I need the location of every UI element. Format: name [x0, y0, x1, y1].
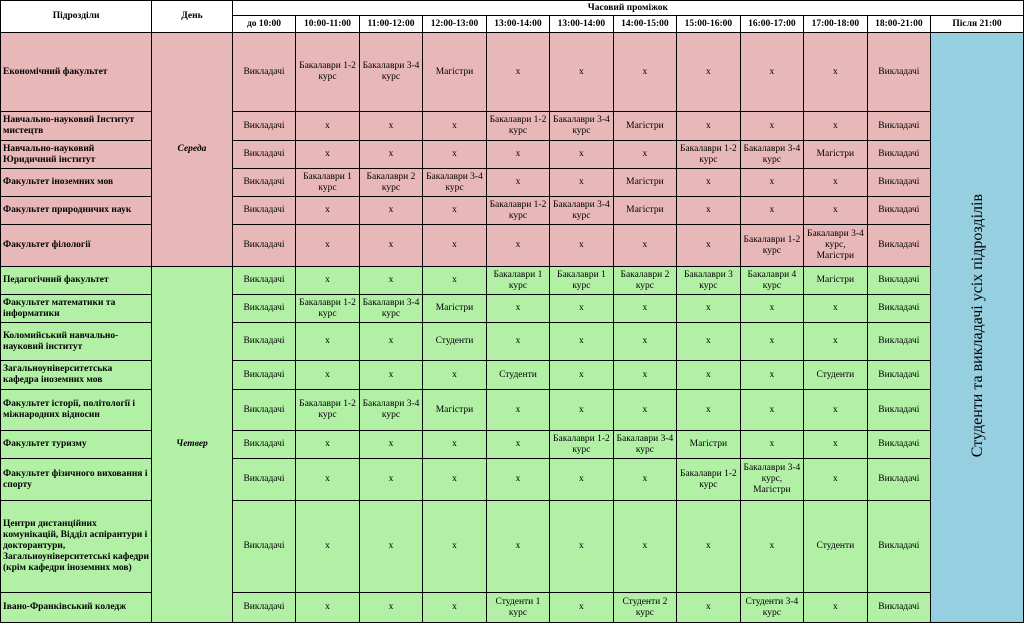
- schedule-cell: х: [423, 225, 486, 267]
- schedule-cell: х: [486, 501, 549, 593]
- schedule-cell: х: [486, 459, 549, 501]
- schedule-cell: Викладачі: [232, 197, 295, 225]
- schedule-cell: Бакалаври 3-4 курс: [359, 33, 422, 112]
- time-slot-header: 15:00-16:00: [677, 16, 740, 33]
- schedule-cell: Викладачі: [867, 141, 930, 169]
- schedule-cell: х: [804, 169, 867, 197]
- schedule-cell: х: [359, 431, 422, 459]
- schedule-cell: Викладачі: [867, 390, 930, 431]
- schedule-cell: х: [740, 33, 803, 112]
- schedule-cell: х: [740, 197, 803, 225]
- schedule-cell: Викладачі: [867, 197, 930, 225]
- schedule-cell: х: [550, 33, 613, 112]
- schedule-cell: Бакалаври 3-4 курс, Магістри: [804, 225, 867, 267]
- department-name: Факультет філології: [1, 225, 152, 267]
- schedule-cell: Студенти: [804, 501, 867, 593]
- schedule-cell: х: [486, 33, 549, 112]
- schedule-cell: Бакалаври 3-4 курс: [359, 295, 422, 323]
- department-name: Факультет історії, політології і міжнародних відносин: [1, 390, 152, 431]
- schedule-cell: х: [740, 501, 803, 593]
- schedule-cell: Студенти: [804, 361, 867, 390]
- schedule-cell: Бакалаври 1-2 курс: [677, 141, 740, 169]
- schedule-cell: х: [550, 593, 613, 623]
- schedule-cell: х: [423, 267, 486, 295]
- time-slot-header: 10:00-11:00: [296, 16, 359, 33]
- schedule-cell: х: [423, 112, 486, 141]
- schedule-cell: х: [677, 295, 740, 323]
- time-slot-header: 11:00-12:00: [359, 16, 422, 33]
- after-21-label: Студенти та викладачі усіх підрозділів: [968, 193, 986, 458]
- departments-header: Підрозділи: [1, 1, 152, 33]
- schedule-cell: Бакалаври 2 курс: [359, 169, 422, 197]
- schedule-cell: х: [486, 431, 549, 459]
- schedule-cell: х: [804, 33, 867, 112]
- schedule-cell: Викладачі: [867, 459, 930, 501]
- schedule-cell: Бакалаври 1-2 курс: [296, 33, 359, 112]
- schedule-cell: х: [677, 390, 740, 431]
- schedule-cell: х: [359, 225, 422, 267]
- schedule-cell: х: [677, 593, 740, 623]
- schedule-cell: Викладачі: [232, 225, 295, 267]
- schedule-cell: х: [359, 501, 422, 593]
- schedule-cell: х: [486, 390, 549, 431]
- table-row: [1, 33, 1024, 112]
- schedule-cell: Бакалаври 1-2 курс: [550, 431, 613, 459]
- department-name: Загальноуніверситетська кафедра іноземних мов: [1, 361, 152, 390]
- schedule-cell: х: [486, 323, 549, 361]
- schedule-cell: х: [804, 593, 867, 623]
- schedule-cell: х: [804, 112, 867, 141]
- schedule-cell: х: [296, 225, 359, 267]
- schedule-cell: Студенти 1 курс: [486, 593, 549, 623]
- department-name: Педагогічний факультет: [1, 267, 152, 295]
- schedule-cell: Магістри: [423, 295, 486, 323]
- schedule-cell: Бакалаври 1 курс: [486, 267, 549, 295]
- schedule-cell: х: [296, 141, 359, 169]
- schedule-cell: х: [486, 169, 549, 197]
- time-slot-header: 13:00-14:00: [550, 16, 613, 33]
- time-slot-header: 14:00-15:00: [613, 16, 676, 33]
- schedule-cell: Бакалаври 1 курс: [550, 267, 613, 295]
- schedule-cell: Бакалаври 3-4 курс: [550, 197, 613, 225]
- schedule-cell: Викладачі: [867, 501, 930, 593]
- schedule-cell: Студенти: [423, 323, 486, 361]
- schedule-cell: х: [359, 323, 422, 361]
- schedule-cell: Викладачі: [232, 295, 295, 323]
- schedule-cell: х: [740, 323, 803, 361]
- schedule-cell: Викладачі: [867, 112, 930, 141]
- schedule-cell: Викладачі: [867, 33, 930, 112]
- schedule-cell: х: [613, 33, 676, 112]
- schedule-cell: Викладачі: [232, 33, 295, 112]
- schedule-cell: Викладачі: [232, 112, 295, 141]
- schedule-cell: Бакалаври 1-2 курс: [296, 390, 359, 431]
- schedule-cell: Бакалаври 3-4 курс, Магістри: [740, 459, 803, 501]
- schedule-cell: х: [550, 141, 613, 169]
- schedule-cell: Викладачі: [867, 323, 930, 361]
- schedule-cell: Викладачі: [232, 361, 295, 390]
- schedule-cell: Бакалаври 1-2 курс: [677, 459, 740, 501]
- time-slot-header: до 10:00: [232, 16, 295, 33]
- schedule-cell: Викладачі: [232, 267, 295, 295]
- schedule-cell: Студенти 2 курс: [613, 593, 676, 623]
- schedule-cell: х: [423, 141, 486, 169]
- schedule-cell: х: [613, 361, 676, 390]
- department-name: Коломийський навчально-науковий інститут: [1, 323, 152, 361]
- table-row: [1, 267, 1024, 295]
- schedule-cell: Викладачі: [867, 361, 930, 390]
- time-slot-header: 12:00-13:00: [423, 16, 486, 33]
- time-slot-header: Після 21:00: [931, 16, 1024, 33]
- schedule-cell: Викладачі: [232, 169, 295, 197]
- schedule-cell: Викладачі: [232, 323, 295, 361]
- schedule-cell: х: [423, 361, 486, 390]
- schedule-cell: х: [677, 112, 740, 141]
- department-name: Факультет математики та інформатики: [1, 295, 152, 323]
- schedule-cell: Викладачі: [867, 225, 930, 267]
- schedule-cell: х: [423, 197, 486, 225]
- schedule-cell: х: [359, 197, 422, 225]
- schedule-cell: Бакалаври 3-4 курс: [423, 169, 486, 197]
- schedule-cell: х: [804, 323, 867, 361]
- department-name: Івано-Франківський коледж: [1, 593, 152, 623]
- schedule-cell: х: [677, 197, 740, 225]
- schedule-cell: х: [296, 593, 359, 623]
- department-name: Навчально-науковий Юридичний інститут: [1, 141, 152, 169]
- schedule-cell: Викладачі: [867, 295, 930, 323]
- schedule-cell: Викладачі: [867, 431, 930, 459]
- schedule-cell: Викладачі: [232, 501, 295, 593]
- schedule-cell: х: [423, 593, 486, 623]
- schedule-cell: х: [804, 295, 867, 323]
- time-slot-header: 17:00-18:00: [804, 16, 867, 33]
- schedule-cell: х: [359, 267, 422, 295]
- schedule-cell: х: [740, 361, 803, 390]
- schedule-cell: Бакалаври 1-2 курс: [740, 225, 803, 267]
- schedule-cell: х: [550, 459, 613, 501]
- schedule-cell: х: [486, 295, 549, 323]
- schedule-cell: х: [550, 390, 613, 431]
- after-21-cell: [931, 33, 1024, 623]
- schedule-cell: Магістри: [804, 141, 867, 169]
- schedule-cell: Викладачі: [867, 169, 930, 197]
- department-name: Факультет фізичного виховання і спорту: [1, 459, 152, 501]
- schedule-cell: х: [296, 459, 359, 501]
- schedule-cell: х: [740, 295, 803, 323]
- schedule-cell: х: [423, 459, 486, 501]
- schedule-cell: Бакалаври 1-2 курс: [296, 295, 359, 323]
- schedule-cell: х: [359, 361, 422, 390]
- schedule-cell: Бакалаври 3-4 курс: [550, 112, 613, 141]
- department-name: Факультет туризму: [1, 431, 152, 459]
- schedule-cell: х: [550, 169, 613, 197]
- schedule-cell: Викладачі: [867, 593, 930, 623]
- schedule-cell: х: [550, 323, 613, 361]
- schedule-cell: х: [296, 267, 359, 295]
- schedule-cell: Викладачі: [232, 459, 295, 501]
- schedule-cell: Магістри: [613, 169, 676, 197]
- schedule-cell: х: [613, 323, 676, 361]
- schedule-cell: Бакалаври 4 курс: [740, 267, 803, 295]
- schedule-cell: Бакалаври 1 курс: [296, 169, 359, 197]
- schedule-cell: Бакалаври 3 курс: [677, 267, 740, 295]
- schedule-cell: х: [296, 112, 359, 141]
- time-slot-header: 13:00-14:00: [486, 16, 549, 33]
- schedule-cell: Бакалаври 2 курс: [613, 267, 676, 295]
- schedule-cell: х: [613, 225, 676, 267]
- schedule-cell: х: [804, 197, 867, 225]
- time-period-header: Часовий проміжок: [232, 1, 1023, 16]
- schedule-cell: х: [550, 501, 613, 593]
- schedule-cell: х: [677, 33, 740, 112]
- schedule-cell: х: [677, 501, 740, 593]
- schedule-cell: Викладачі: [232, 431, 295, 459]
- schedule-cell: Магістри: [804, 267, 867, 295]
- schedule-cell: х: [486, 141, 549, 169]
- day-header: День: [152, 1, 233, 33]
- schedule-cell: х: [423, 431, 486, 459]
- schedule-cell: х: [677, 361, 740, 390]
- schedule-cell: х: [740, 390, 803, 431]
- schedule-cell: х: [740, 431, 803, 459]
- schedule-cell: Магістри: [423, 390, 486, 431]
- department-name: Факультет природничих наук: [1, 197, 152, 225]
- schedule-cell: х: [550, 295, 613, 323]
- schedule-cell: х: [423, 501, 486, 593]
- schedule-cell: х: [613, 501, 676, 593]
- schedule-cell: Студенти: [486, 361, 549, 390]
- department-name: Факультет іноземних мов: [1, 169, 152, 197]
- schedule-cell: Магістри: [613, 112, 676, 141]
- schedule-cell: х: [804, 431, 867, 459]
- schedule-cell: х: [359, 459, 422, 501]
- schedule-cell: Викладачі: [867, 267, 930, 295]
- schedule-cell: х: [550, 225, 613, 267]
- schedule-cell: Бакалаври 3-4 курс: [359, 390, 422, 431]
- schedule-cell: х: [740, 112, 803, 141]
- day-wednesday: Середа: [152, 33, 233, 267]
- schedule-cell: Бакалаври 3-4 курс: [740, 141, 803, 169]
- schedule-cell: Магістри: [677, 431, 740, 459]
- schedule-cell: Викладачі: [232, 141, 295, 169]
- schedule-cell: Бакалаври 1-2 курс: [486, 112, 549, 141]
- schedule-cell: Студенти 3-4 курс: [740, 593, 803, 623]
- department-name: Навчально-науковий Інститут мистецтв: [1, 112, 152, 141]
- schedule-cell: х: [296, 323, 359, 361]
- schedule-cell: х: [296, 501, 359, 593]
- department-name: Центри дистанційних комунікацій, Відділ аспірантури і докторантури, Загальноуніверситетські кафедри (крім кафедри іноземних мов): [1, 501, 152, 593]
- schedule-cell: Магістри: [613, 197, 676, 225]
- schedule-cell: Магістри: [423, 33, 486, 112]
- schedule-cell: х: [613, 295, 676, 323]
- schedule-cell: х: [804, 459, 867, 501]
- day-thursday: Четвер: [152, 267, 233, 623]
- schedule-cell: х: [677, 169, 740, 197]
- schedule-cell: Викладачі: [232, 390, 295, 431]
- schedule-cell: х: [677, 323, 740, 361]
- schedule-cell: х: [613, 141, 676, 169]
- schedule-cell: х: [296, 361, 359, 390]
- schedule-cell: Викладачі: [232, 593, 295, 623]
- department-name: Економічний факультет: [1, 33, 152, 112]
- schedule-cell: х: [613, 459, 676, 501]
- schedule-cell: х: [359, 593, 422, 623]
- schedule-cell: х: [296, 197, 359, 225]
- schedule-cell: х: [296, 431, 359, 459]
- time-slot-header: 16:00-17:00: [740, 16, 803, 33]
- schedule-cell: х: [550, 361, 613, 390]
- schedule-cell: х: [677, 225, 740, 267]
- schedule-cell: х: [613, 390, 676, 431]
- schedule-cell: х: [740, 169, 803, 197]
- schedule-cell: Бакалаври 1-2 курс: [486, 197, 549, 225]
- time-slot-header: 18:00-21:00: [867, 16, 930, 33]
- schedule-cell: Бакалаври 3-4 курс: [613, 431, 676, 459]
- schedule-cell: х: [486, 225, 549, 267]
- schedule-cell: х: [359, 141, 422, 169]
- schedule-cell: х: [359, 112, 422, 141]
- schedule-cell: х: [804, 390, 867, 431]
